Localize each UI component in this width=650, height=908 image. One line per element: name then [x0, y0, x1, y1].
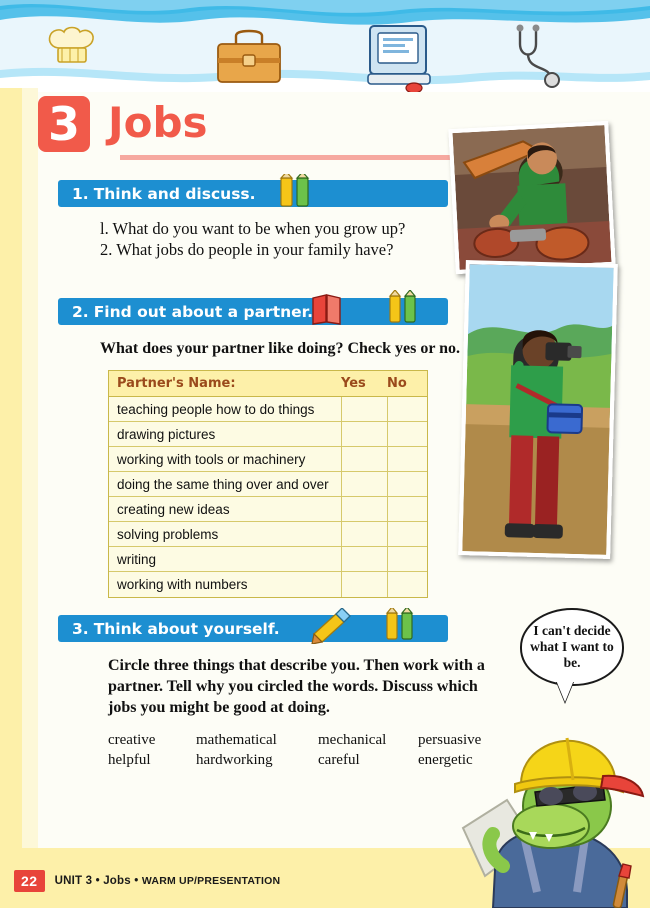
- book-icon: [310, 292, 344, 326]
- table-header-name: Partner's Name:: [117, 376, 236, 391]
- section-header-1: [58, 180, 448, 207]
- chef-hat-icon: [49, 28, 93, 63]
- page-number: 22: [14, 870, 45, 892]
- table-cell-yes[interactable]: [341, 472, 387, 497]
- stethoscope-icon: [517, 25, 560, 88]
- word-column-1: [108, 730, 196, 770]
- table-cell-no[interactable]: [387, 447, 427, 472]
- table-cell-item: solving problems: [117, 526, 219, 542]
- table-cell-item: doing the same thing over and over: [117, 476, 329, 492]
- table-cell-no[interactable]: [387, 522, 427, 547]
- section-2-lead: What does your partner like doing? Check yes or no.: [100, 340, 461, 357]
- table-row: [109, 447, 427, 472]
- section-2-label: Find out about a partner.: [93, 302, 313, 321]
- table-header-no: No: [387, 376, 407, 391]
- table-cell-no[interactable]: [387, 572, 427, 597]
- word-item[interactable]: creative: [108, 732, 156, 748]
- table-cell-yes[interactable]: [341, 497, 387, 522]
- mascot-character: [455, 680, 650, 908]
- word-item[interactable]: energetic: [418, 752, 473, 768]
- table-row: [109, 522, 427, 547]
- table-header-row: [109, 371, 427, 397]
- table-cell-item: writing: [117, 551, 157, 567]
- word-column-2: [196, 730, 318, 770]
- table-row: [109, 497, 427, 522]
- table-cell-item: working with numbers: [117, 577, 248, 592]
- table-row: [109, 547, 427, 572]
- page-footer: [14, 870, 280, 892]
- photo-photographer-image: [462, 264, 613, 555]
- section-2-number: 2.: [72, 302, 89, 321]
- left-margin-band-inner: [22, 88, 38, 848]
- section-3-number: 3.: [72, 619, 89, 638]
- table-row: [109, 422, 427, 447]
- section-1-label: Think and discuss.: [93, 184, 256, 203]
- paintbrush-icon: [310, 608, 354, 644]
- decorative-header-band: [0, 0, 650, 92]
- table-cell-yes[interactable]: [341, 397, 387, 422]
- photo-mechanic-image: [453, 125, 612, 270]
- word-item[interactable]: mechanical: [318, 732, 387, 748]
- table-row: [109, 397, 427, 422]
- table-cell-item: teaching people how to do things: [117, 401, 315, 417]
- pencil-icon: [275, 174, 315, 210]
- table-cell-yes[interactable]: [341, 572, 387, 597]
- pencil-icon: [382, 608, 418, 642]
- table-row: [109, 472, 427, 497]
- pencil-icon: [385, 290, 421, 324]
- footer-label: [55, 875, 281, 887]
- table-cell-no[interactable]: [387, 547, 427, 572]
- photo-mechanic: [448, 121, 615, 274]
- photo-photographer: [458, 260, 618, 559]
- word-column-3: [318, 730, 418, 770]
- table-cell-no[interactable]: [387, 472, 427, 497]
- footer-unit-text: UNIT 3 • Jobs •: [54, 875, 142, 887]
- table-cell-yes[interactable]: [341, 522, 387, 547]
- table-row: [109, 572, 427, 597]
- question-2: 2. What jobs do people in your family have?: [100, 240, 394, 259]
- word-item[interactable]: hardworking: [196, 752, 273, 768]
- title-underline: [120, 155, 450, 160]
- partner-survey-table: [108, 370, 428, 598]
- briefcase-icon: [218, 31, 280, 82]
- section-3-instructions: Circle three things that describe you. Then work with a partner. Tell why you circled the words. Discuss which jobs you might be good at doing.: [108, 657, 485, 716]
- table-cell-yes[interactable]: [341, 422, 387, 447]
- page-title: Jobs: [108, 98, 208, 147]
- header-icon-row: [0, 0, 650, 92]
- word-item[interactable]: mathematical: [196, 732, 277, 748]
- table-cell-no[interactable]: [387, 497, 427, 522]
- word-item[interactable]: careful: [318, 752, 360, 768]
- section-1-questions: [100, 218, 405, 260]
- question-1: l. What do you want to be when you grow up?: [100, 219, 406, 238]
- table-cell-no[interactable]: [387, 422, 427, 447]
- section-3-label: Think about yourself.: [93, 619, 280, 638]
- table-cell-yes[interactable]: [341, 547, 387, 572]
- word-item[interactable]: helpful: [108, 752, 151, 768]
- table-cell-no[interactable]: [387, 397, 427, 422]
- unit-number-badge: 3: [38, 96, 90, 152]
- computer-icon: [368, 26, 430, 92]
- table-cell-yes[interactable]: [341, 447, 387, 472]
- section-1-number: 1.: [72, 184, 89, 203]
- table-cell-item: working with tools or machinery: [117, 451, 306, 467]
- word-item[interactable]: persuasive: [418, 732, 482, 748]
- footer-section-text: WARM UP/PRESENTATION: [141, 875, 281, 887]
- table-cell-item: creating new ideas: [117, 501, 230, 517]
- table-header-yes: Yes: [341, 376, 366, 391]
- speech-bubble: I can't decide what I want to be.: [520, 608, 624, 686]
- table-cell-item: drawing pictures: [117, 426, 216, 442]
